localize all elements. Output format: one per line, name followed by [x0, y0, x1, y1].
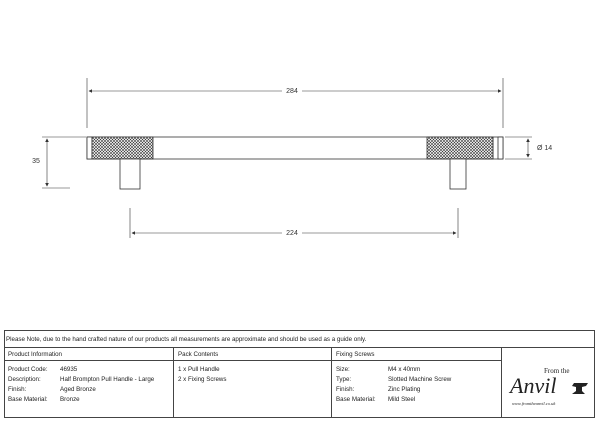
product-code-label: Product Code: [8, 366, 48, 373]
product-information-heading: Product Information [8, 351, 62, 358]
post-right [450, 159, 466, 189]
screw-base-material-label: Base Material: [336, 396, 376, 403]
centres-label: 224 [286, 230, 298, 237]
logo-url: www.fromtheanvil.co.uk [512, 401, 556, 406]
screw-type-label: Type: [336, 376, 352, 383]
description-value: Half Brompton Pull Handle - Large [60, 376, 155, 383]
divider-headings [4, 360, 502, 361]
diameter-dimension [505, 137, 552, 159]
height-label: 35 [32, 158, 40, 165]
base-material-label: Base Material: [8, 396, 48, 403]
pack-contents-heading: Pack Contents [178, 351, 219, 358]
pack-item: 1 x Pull Handle [178, 366, 220, 373]
centres-dimension [130, 208, 458, 238]
divider-col-3 [501, 348, 502, 418]
end-cap-right [498, 137, 503, 159]
diameter-label: Ø 14 [537, 145, 553, 152]
divider-col-1 [173, 348, 174, 418]
screw-base-material-value: Mild Steel [388, 396, 416, 403]
disclaimer-note: Please Note, due to the hand crafted nature of our products all measurements are approximate and should be used as a guide only. [6, 336, 367, 343]
logo-from-the: From the [544, 367, 570, 375]
pack-item: 2 x Fixing Screws [178, 376, 227, 383]
finish-label: Finish: [8, 386, 27, 393]
logo-brand: Anvil [510, 373, 557, 398]
anvil-icon [572, 383, 588, 394]
end-cap-left [87, 137, 92, 159]
knurled-grip-right [427, 137, 493, 159]
from-the-anvil-logo [506, 363, 592, 417]
base-material-value: Bronze [60, 396, 80, 403]
screw-finish-label: Finish: [336, 386, 355, 393]
knurled-grip-left [92, 137, 153, 159]
divider-note [4, 347, 595, 348]
finish-value: Aged Bronze [60, 386, 96, 393]
screw-size-value: M4 x 40mm [388, 366, 421, 373]
post-left [120, 159, 140, 189]
overall-length-dimension [87, 78, 503, 128]
screw-finish-value: Zinc Plating [388, 386, 421, 393]
height-dimension [28, 137, 86, 188]
overall-length-label: 284 [286, 88, 298, 95]
divider-col-2 [331, 348, 332, 418]
screw-type-value: Slotted Machine Screw [388, 376, 452, 383]
description-label: Description: [8, 376, 41, 383]
fixing-screws-heading: Fixing Screws [336, 351, 375, 358]
pull-handle [87, 137, 503, 189]
product-code-value: 46935 [60, 366, 78, 373]
screw-size-label: Size: [336, 366, 350, 373]
